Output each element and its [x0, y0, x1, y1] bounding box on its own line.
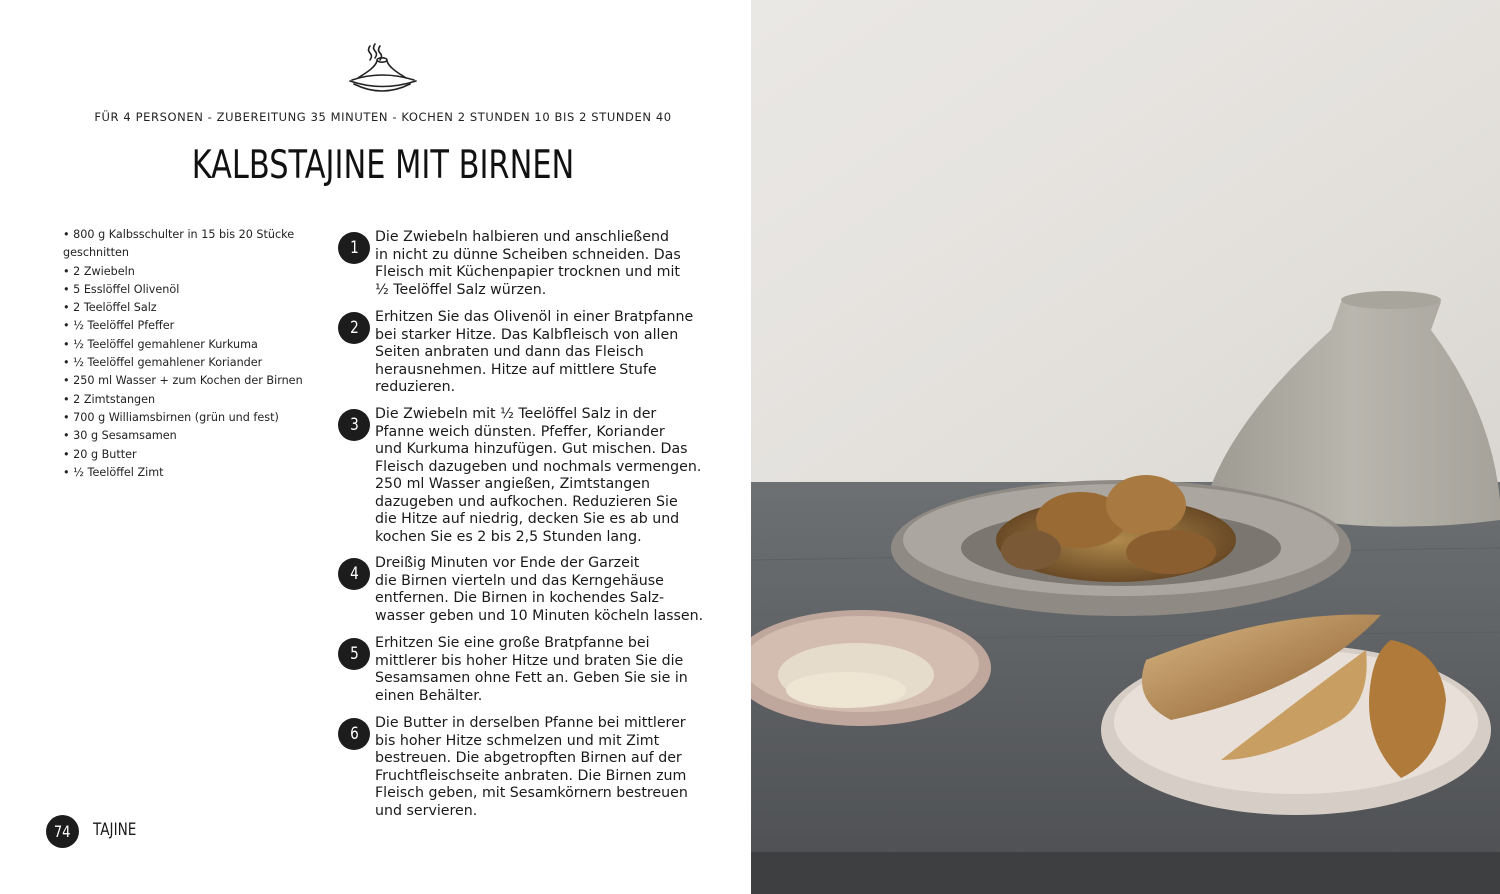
ingredient-item: • 2 Zwiebeln	[63, 263, 323, 281]
ingredient-item: • 30 g Sesamsamen	[63, 427, 323, 445]
ingredient-item: • ½ Teelöffel gemahlener Koriander	[63, 354, 323, 372]
ingredient-list	[63, 226, 323, 482]
page-number: 74	[54, 822, 71, 841]
step-number-badge	[338, 232, 370, 264]
ingredient-item: • 2 Teelöffel Salz	[63, 299, 323, 317]
step-text: Dreißig Minuten vor Ende der Garzeit die Birnen vierteln und das Kerngehäuse entfernen. Die Birnen in kochendes Salz- wasser geben und 10 Minuten köcheln lassen.	[375, 555, 704, 624]
step-number-badge	[338, 638, 370, 670]
food-photo-illustration	[751, 0, 1500, 894]
ingredient-item: geschnitten	[63, 246, 129, 260]
step-text: Die Butter in derselben Pfanne bei mittlerer bis hoher Hitze schmelzen und mit Zimt bestreuen. Die abgetropften Birnen auf der Fruchtfleischseite anbraten. Die Birnen zum Fleisch geben, mit Sesamkörnern bestreuen und servieren.	[375, 715, 688, 819]
ingredient-item: • 2 Zimtstangen	[63, 391, 323, 409]
ingredient-item: • 20 g Butter	[63, 446, 323, 464]
step-text: Erhitzen Sie das Olivenöl in einer Bratpfanne bei starker Hitze. Das Kalbfleisch von allen Seiten anbraten und dann das Fleisch herausnehmen. Hitze auf mittlere Stufe reduzieren.	[375, 309, 694, 395]
ingredient-item: • ½ Teelöffel gemahlener Kurkuma	[63, 336, 323, 354]
ingredient-item: • 250 ml Wasser + zum Kochen der Birnen	[63, 372, 323, 390]
step-number: 2	[349, 318, 359, 338]
ingredient-item: • 5 Esslöffel Olivenöl	[63, 281, 323, 299]
step-number: 3	[349, 415, 359, 435]
step-text: Die Zwiebeln mit ½ Teelöffel Salz in der Pfanne weich dünsten. Pfeffer, Koriander und Kurkuma hinzufügen. Gut mischen. Das Fleisch dazugeben und nochmals vermengen. 250 ml Wasser angießen, Zimtstangen dazugeben und aufkochen. Reduzieren Sie die Hitze auf niedrig, decken Sie es ab und kochen Sie es 2 bis 2,5 Stunden lang.	[375, 406, 702, 545]
step-number-badge	[338, 718, 370, 750]
ingredient-item: • ½ Teelöffel Zimt	[63, 464, 323, 482]
section-name: TAJINE	[93, 820, 137, 840]
step-text: Erhitzen Sie eine große Bratpfanne bei mittlerer bis hoher Hitze und braten Sie die Sesamsamen ohne Fett an. Geben Sie sie in einen Behälter.	[375, 635, 688, 704]
step-number-badge	[338, 409, 370, 441]
ingredient-item: • 800 g Kalbsschulter in 15 bis 20 Stücke	[63, 226, 323, 244]
step-number: 4	[349, 564, 359, 584]
recipe-meta-line: FÜR 4 PERSONEN - ZUBEREITUNG 35 MINUTEN - KOCHEN 2 STUNDEN 10 BIS 2 STUNDEN 40	[94, 110, 672, 124]
step-number: 6	[349, 724, 359, 744]
step-number-badge	[338, 558, 370, 590]
ingredient-item: • 700 g Williamsbirnen (grün und fest)	[63, 409, 323, 427]
tajine-pot-icon	[344, 40, 422, 96]
step-number-badge	[338, 312, 370, 344]
step-number: 5	[349, 644, 359, 664]
recipe-title: KALBSTAJINE MIT BIRNEN	[191, 143, 575, 188]
page-number-badge	[46, 815, 79, 848]
step-text: Die Zwiebeln halbieren und anschließend in nicht zu dünne Scheiben schneiden. Das Fleisch mit Küchenpapier trocknen und mit ½ Teelöffel Salz würzen.	[375, 229, 681, 298]
recipe-photo	[751, 0, 1500, 894]
step-number: 1	[349, 238, 359, 258]
ingredient-item: • ½ Teelöffel Pfeffer	[63, 317, 323, 335]
